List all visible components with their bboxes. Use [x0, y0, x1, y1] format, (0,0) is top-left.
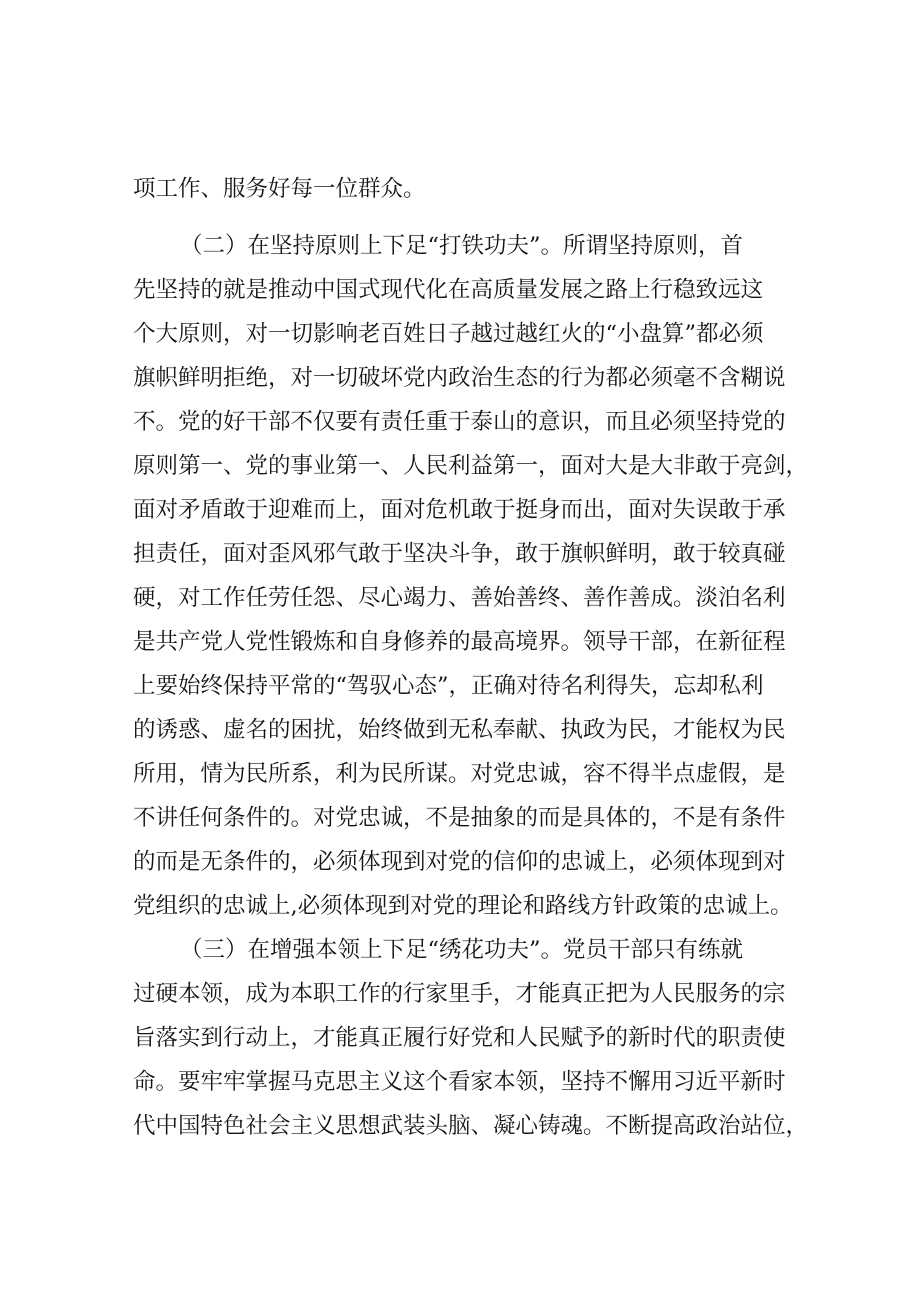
paragraph-2-line-12: 的诱惑、虚名的困扰，始终做到无私奉献、执政为民，才能权为民 — [133, 717, 786, 743]
paragraph-3-line-1: （三）在增强本领上下足“绣花功夫”。党员干部只有练就 — [180, 937, 744, 963]
paragraph-2-line-10: 是共产党人党性锻炼和自身修养的最高境界。领导干部，在新征程 — [133, 629, 786, 655]
paragraph-2-line-14: 不讲任何条件的。对党忠诚，不是抽象的而是具体的，不是有条件 — [133, 805, 786, 831]
paragraph-2-line-13: 所用，情为民所系，利为民所谋。对党忠诚，容不得半点虚假，是 — [133, 761, 786, 787]
paragraph-2-line-1: （二）在坚持原则上下足“打铁功夫”。所谓坚持原则，首 — [180, 233, 744, 259]
paragraph-3-line-4: 命。要牢牢掌握马克思主义这个看家本领，坚持不懈用习近平新时 — [133, 1069, 786, 1095]
paragraph-2-line-6: 原则第一、党的事业第一、人民利益第一，面对大是大非敢于亮剑， — [133, 453, 809, 479]
paragraph-2-line-4: 旗帜鲜明拒绝，对一切破坏党内政治生态的行为都必须毫不含糊说 — [133, 365, 786, 391]
paragraph-2-line-7: 面对矛盾敢于迎难而上，面对危机敢于挺身而出，面对失误敢于承 — [133, 497, 786, 523]
paragraph-2-line-11: 上要始终保持平常的“驾驭心态”，正确对待名利得失，忘却私利 — [133, 673, 764, 699]
paragraph-2-line-2: 先坚持的就是推动中国式现代化在高质量发展之路上行稳致远这 — [133, 277, 764, 303]
paragraph-2-line-3: 个大原则，对一切影响老百姓日子越过越红火的“小盘算”都必须 — [133, 321, 764, 347]
paragraph-1-line-1: 项工作、服务好每一位群众。 — [133, 176, 426, 202]
paragraph-2-line-9: 硬，对工作任劳任怨、尽心竭力、善始善终、善作善成。淡泊名利 — [133, 585, 786, 611]
paragraph-3-line-3: 旨落实到行动上，才能真正履行好党和人民赋予的新时代的职责使 — [133, 1025, 786, 1051]
paragraph-3-line-2: 过硬本领，成为本职工作的行家里手，才能真正把为人民服务的宗 — [133, 981, 786, 1007]
paragraph-2-line-16: 党组织的忠诚上,必须体现到对党的理论和路线方针政策的忠诚上。 — [133, 893, 793, 919]
paragraph-2-line-15: 的而是无条件的，必须体现到对党的信仰的忠诚上，必须体现到对 — [133, 849, 786, 875]
paragraph-3-line-5: 代中国特色社会主义思想武装头脑、凝心铸魂。不断提高政治站位， — [133, 1113, 809, 1139]
paragraph-2-line-8: 担责任，面对歪风邪气敢于坚决斗争，敢于旗帜鲜明，敢于较真碰 — [133, 541, 786, 567]
paragraph-2-line-5: 不。党的好干部不仅要有责任重于泰山的意识，而且必须坚持党的 — [133, 409, 786, 435]
